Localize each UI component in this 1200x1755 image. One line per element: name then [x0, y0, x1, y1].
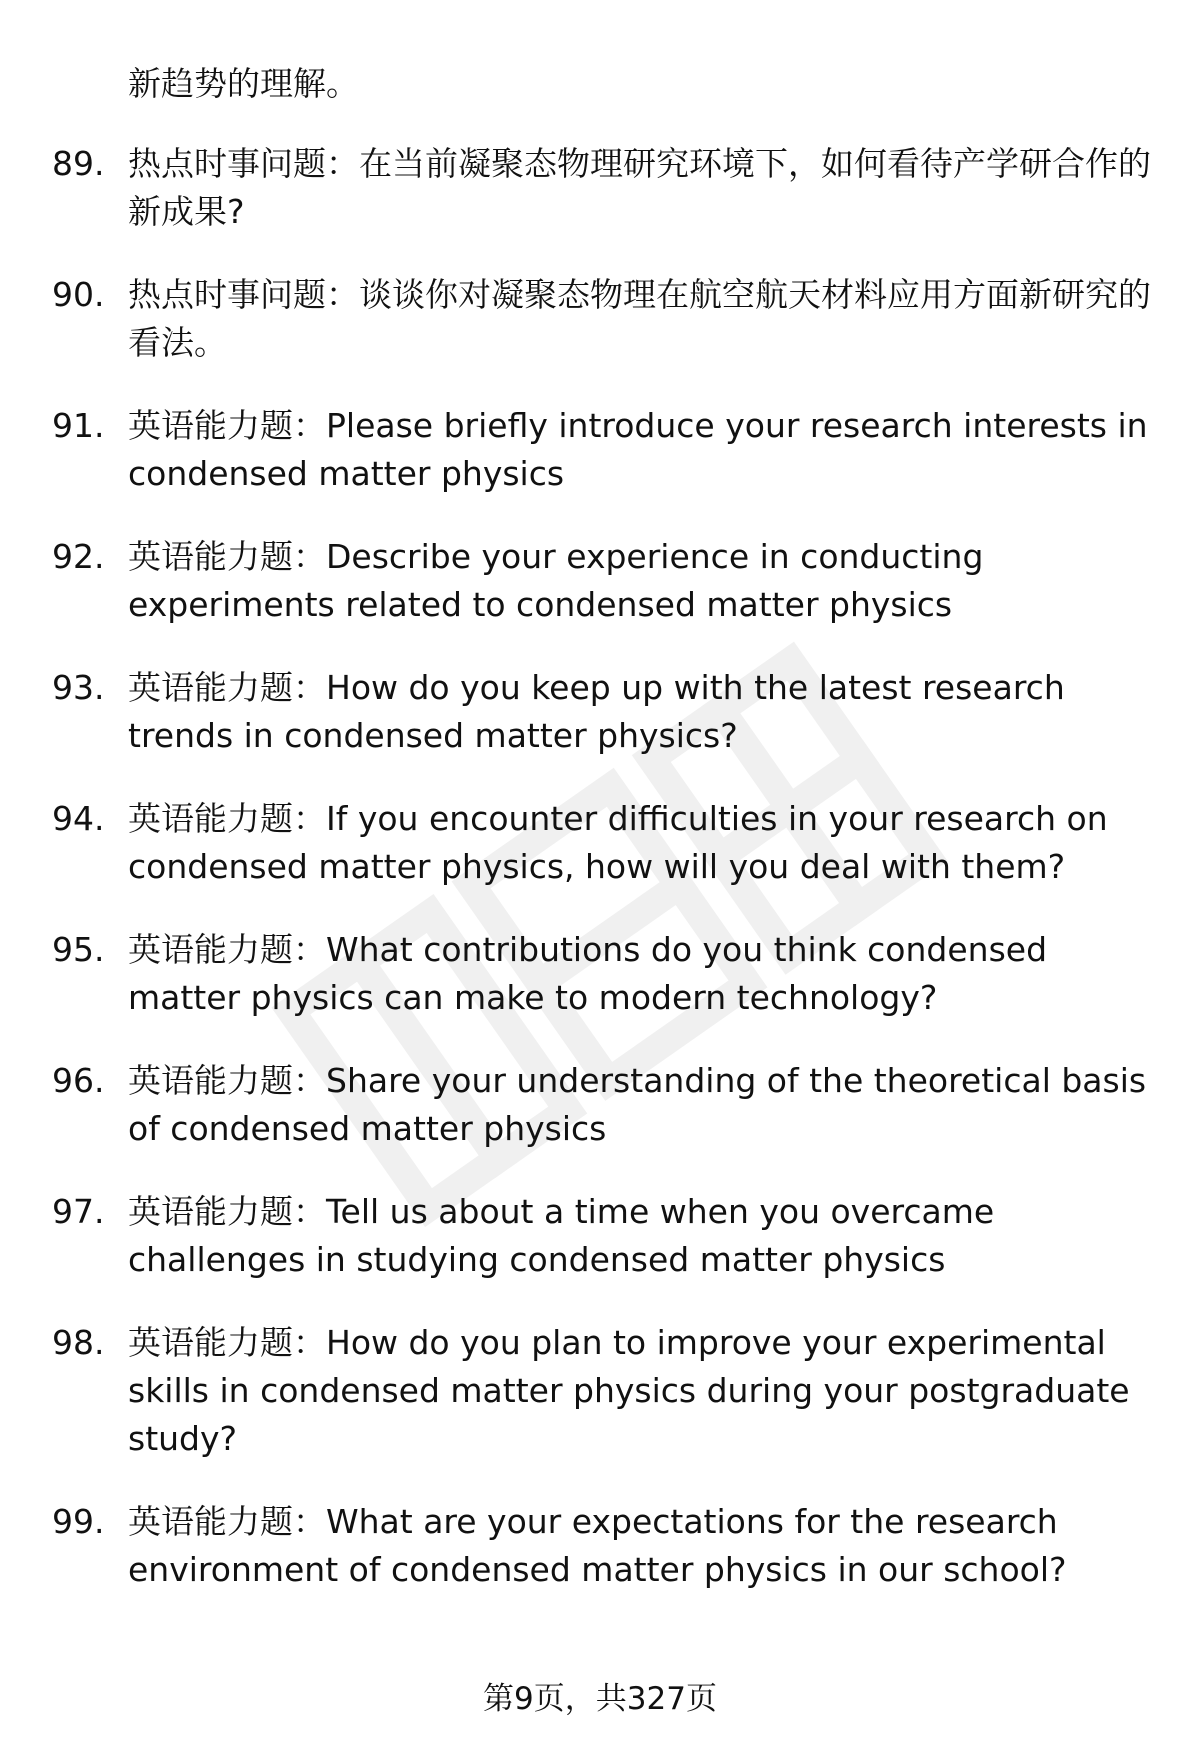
question-text: 英语能力题：Describe your experience in conducting experiments related to condensed matter physics [128, 537, 984, 624]
question-item [0, 271, 1200, 367]
question-number: 98. [52, 1323, 105, 1362]
question-text: 英语能力题：What contributions do you think condensed matter physics can make to modern technology? [128, 930, 1048, 1017]
question-number: 89. [52, 144, 105, 183]
question-number: 91. [52, 406, 105, 445]
question-number: 95. [52, 930, 105, 969]
question-item [0, 1188, 1200, 1284]
question-text: 热点时事问题：在当前凝聚态物理研究环境下，如何看待产学研合作的新成果? [128, 144, 1151, 231]
question-item [0, 664, 1200, 760]
question-text: 英语能力题：How do you plan to improve your experimental skills in condensed matter physics during your postgraduate study? [128, 1323, 1130, 1458]
question-number: 97. [52, 1192, 105, 1231]
question-list [0, 140, 1200, 1629]
question-item [0, 1319, 1200, 1463]
question-text: 英语能力题：If you encounter difficulties in your research on condensed matter physics, how will you deal with them? [128, 799, 1108, 886]
question-text: 热点时事问题：谈谈你对凝聚态物理在航空航天材料应用方面新研究的看法。 [128, 275, 1151, 362]
question-number: 93. [52, 668, 105, 707]
question-number: 90. [52, 275, 105, 314]
question-item [0, 1057, 1200, 1153]
question-item [0, 140, 1200, 236]
question-item [0, 926, 1200, 1022]
question-number: 96. [52, 1061, 105, 1100]
question-item [0, 533, 1200, 629]
question-text: 英语能力题：Share your understanding of the theoretical basis of condensed matter physics [128, 1061, 1147, 1148]
continuation-text: 新趋势的理解。 [128, 64, 359, 103]
question-text: 英语能力题：Tell us about a time when you overcame challenges in studying condensed matter physics [128, 1192, 995, 1279]
question-number: 94. [52, 799, 105, 838]
question-text: 英语能力题：What are your expectations for the research environment of condensed matter physics in our school? [128, 1502, 1067, 1589]
question-text: 英语能力题：Please briefly introduce your research interests in condensed matter physics [128, 406, 1148, 493]
question-item [0, 402, 1200, 498]
question-item [0, 795, 1200, 891]
page-footer: 第9页，共327页 [483, 1681, 717, 1717]
question-text: 英语能力题：How do you keep up with the latest research trends in condensed matter physics? [128, 668, 1065, 755]
question-number: 99. [52, 1502, 105, 1541]
question-item [0, 1498, 1200, 1594]
question-number: 92. [52, 537, 105, 576]
